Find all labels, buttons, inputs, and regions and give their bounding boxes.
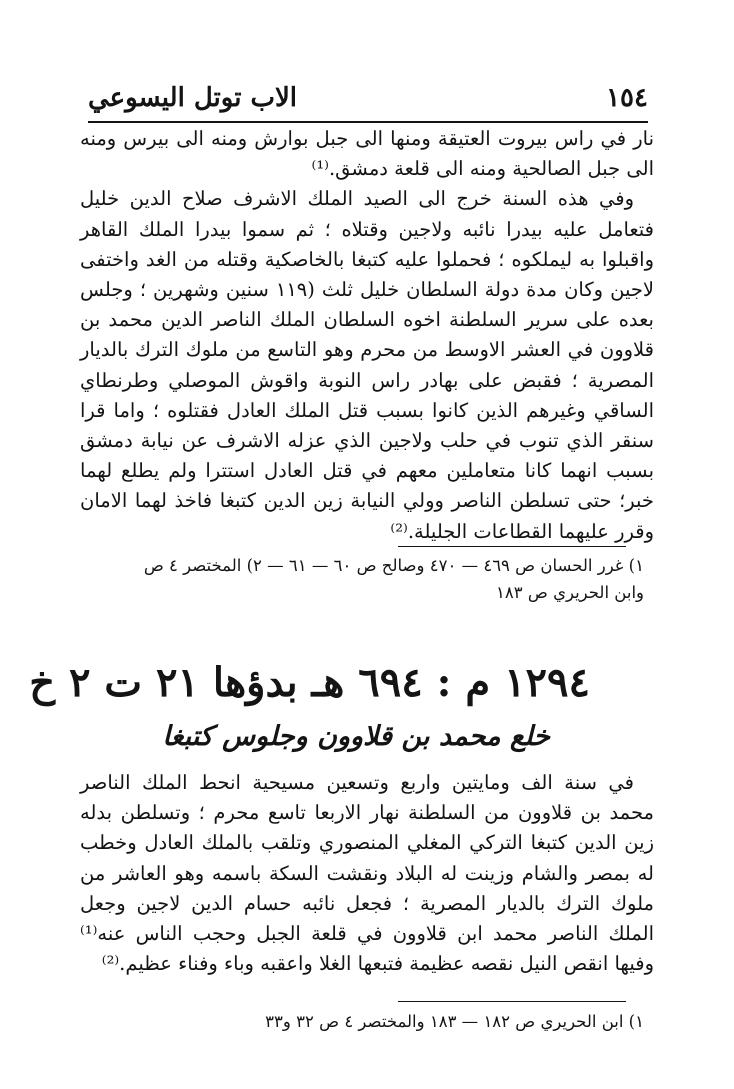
date-heading: ١٢٩٤ م : ٦٩٤ هـ بدؤها ٢١ ت ٢ خ	[29, 659, 590, 706]
footnote-line: وابن الحريري ص ١٨٣	[496, 583, 644, 602]
footnotes-1	[84, 552, 644, 606]
page-number: ١٥٤	[606, 83, 648, 113]
section-title: خلع محمد بن قلاوون وجلوس كتبغا	[162, 721, 550, 752]
header-rule	[88, 121, 648, 123]
running-title: الاب توتل اليسوعي	[88, 83, 298, 113]
footnotes-2	[84, 1008, 644, 1035]
footnote-rule-2	[398, 1001, 626, 1002]
section-1-body	[80, 124, 654, 547]
footnote-rule-1	[398, 546, 626, 547]
footnote-line: ١) ابن الحريري ص ١٨٢ — ١٨٣ والمختصر ٤ ص ٣٢ و٣٣	[265, 1012, 644, 1031]
section-2-body	[80, 768, 654, 979]
paragraph-2: وفي هذه السنة خرج الى الصيد الملك الاشرف صلاح الدين خليل فتعامل عليه بيدرا نائبه ولاجين وقتلاه ؛ ثم سموا بيدرا الملك القاهر واقبلوا به ليملكوه ؛ فحملوا عليه كتبغا بالخاصكية وقتله من الغد واختفى لاجين وكان مدة دولة السلطان خليل ثلث (١١٩ سنين وشهرين ؛ وجلس بعده على سرير السلطنة اخوه السلطان الملك الناصر الدين محمد بن قلاوون في العشر الاوسط من محرم وهو التاسع من ملوك الترك بالديار المصرية ؛ فقبض على بهادر راس النوبة واقوش الموصلي وطرنطاي الساقي وغيرهم الذين كانوا بسبب قتل الملك العادل فقتلوه ؛ واما قرا سنقر الذي تنوب في حلب ولاجين الذي عزله الاشرف عن نيابة دمشق بسبب انهما كانا متعاملين معهم في قتل العادل استترا ولم يطلع لهما خبر؛ حتى تسلطن الناصر وولي النيابة زين الدين كتبغا فاخذ لهما الامان وقرر عليهما القطاعات الجليلة.⁽²⁾	[80, 187, 654, 543]
paragraph-3: في سنة الف ومايتين واربع وتسعين مسيحية انحط الملك الناصر محمد بن قلاوون من السلطنة نهار الاربعا تاسع محرم ؛ وتسلطن بدله زين الدين كتبغا التركي المغلي المنصوري وتلقب بالملك العادل وخطب له بمصر والشام وزينت له البلاد ونقشت السكة باسمه وهو العاشر من ملوك الترك بالديار المصرية ؛ فجعل نائبه حسام الدين لاجين وجعل الملك الناصر محمد ابن قلاوون في قلعة الجبل وحجب الناس عنه⁽¹⁾ وفيها انقص النيل نقصه عظيمة فتبعها الغلا واعقبه وباء وفناء عظيم.⁽²⁾	[80, 771, 654, 976]
page-header	[88, 78, 648, 118]
paragraph-1: نار في راس بيروت العتيقة ومنها الى جبل بوارش ومنه الى بيرس ومنه الى جبل الصالحية ومنه الى قلعة دمشق.⁽¹⁾	[80, 127, 654, 181]
footnote-line: ١) غرر الحسان ص ٤٦٩ — ٤٧٠ وصالح ص ٦٠ — ٦١ — ٢) المختصر ٤ ص	[143, 556, 644, 575]
